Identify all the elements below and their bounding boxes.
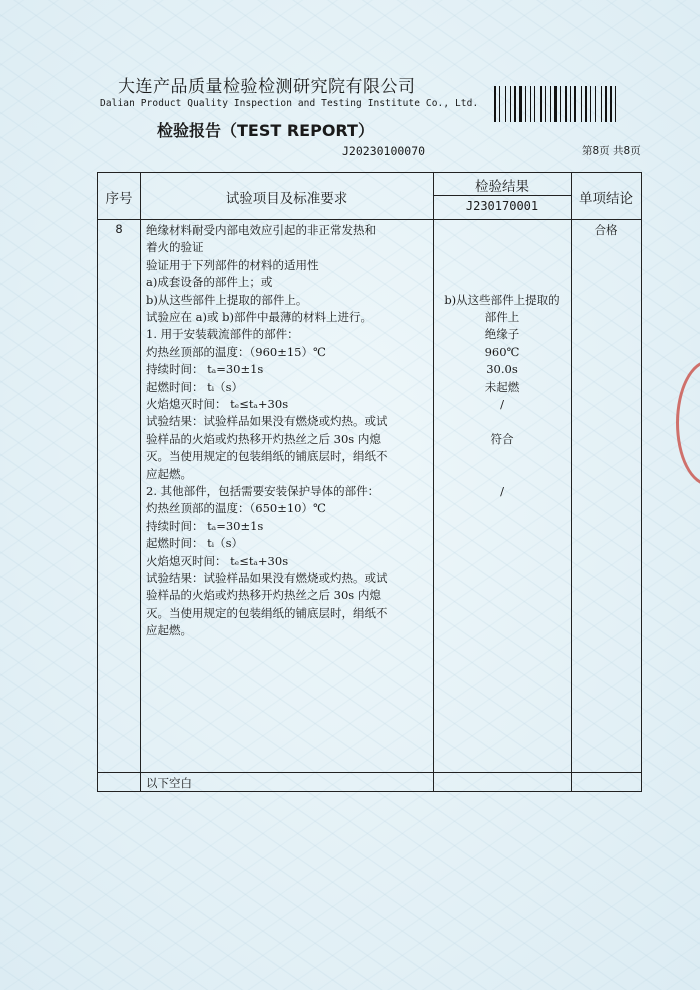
header-seq: 序号 — [105, 191, 133, 207]
item-line: 持续时间： tₐ=30±1s — [146, 362, 264, 377]
result-line: 未起燃 — [484, 379, 520, 394]
header-sample-number: J230170001 — [465, 199, 539, 213]
item-line: 起燃时间： tᵢ（s） — [146, 536, 243, 551]
barcode-bar — [514, 86, 516, 122]
item-line: 火焰熄灭时间： tₑ≤tₐ+30s — [146, 553, 289, 568]
barcode-bar — [588, 86, 589, 122]
barcode-bar — [615, 86, 616, 122]
result-subheader-line — [433, 195, 571, 196]
barcode — [494, 86, 634, 122]
red-seal-edge — [676, 360, 700, 486]
barcode-bar — [592, 86, 594, 122]
barcode-bar — [523, 86, 524, 122]
item-line: 火焰熄灭时间： tₑ≤tₐ+30s — [146, 397, 289, 411]
barcode-bar — [608, 86, 609, 122]
barcode-bar — [601, 86, 602, 122]
barcode-bar — [577, 86, 580, 122]
header-conclusion: 单项结论 — [579, 191, 633, 207]
barcode-bar — [497, 86, 498, 122]
item-line: 验样品的火焰或灼热移开灼热丝之后 30s 内熄 — [146, 431, 381, 446]
item-line: 验证用于下列部件的材料的适用性 — [146, 257, 319, 272]
barcode-bar — [510, 86, 511, 122]
barcode-bar — [530, 86, 531, 122]
barcode-bar — [547, 86, 549, 122]
barcode-bar — [565, 86, 567, 122]
item-line: 试验应在 a)或 b)部件中最薄的材料上进行。 — [146, 310, 372, 324]
header-item: 试验项目及标准要求 — [225, 191, 348, 207]
item-line: 灼热丝顶部的温度：（650±10）℃ — [146, 501, 326, 516]
footer-line — [98, 772, 641, 773]
item-line: 灼热丝顶部的温度：（960±15）℃ — [146, 344, 326, 359]
item-line: 着火的验证 — [146, 240, 204, 255]
barcode-bar — [617, 86, 620, 122]
barcode-bar — [532, 86, 533, 122]
item-line: 灭。当使用规定的包装绢纸的铺底层时，绢纸不 — [146, 605, 388, 620]
barcode-bar — [499, 86, 500, 122]
item-line: 验样品的火焰或灼热移开灼热丝之后 30s 内熄 — [146, 588, 381, 603]
company-name-cn: 大连产品质量检验检测研究院有限公司 — [118, 77, 416, 97]
barcode-bar — [585, 86, 587, 122]
barcode-bar — [613, 86, 614, 122]
barcode-bar — [583, 86, 584, 122]
result-line: 符合 — [490, 431, 514, 446]
column-divider — [433, 173, 434, 791]
header-bottom-line — [98, 219, 641, 220]
barcode-bar — [550, 86, 551, 122]
page-indicator: 第8页 共8页 — [582, 145, 641, 157]
column-divider — [571, 173, 572, 791]
barcode-bar — [570, 86, 571, 122]
report-number: J20230100070 — [342, 144, 426, 158]
barcode-bar — [536, 86, 539, 122]
barcode-bar — [562, 86, 564, 122]
item-line: 2. 其他部件，包括需要安装保护导体的部件： — [146, 484, 380, 498]
result-line: / — [500, 484, 504, 498]
header-result: 检验结果 — [475, 179, 529, 195]
item-line: 1. 用于安装载流部件的部件： — [146, 327, 299, 342]
item-line: a)成套设备的部件上；或 — [146, 275, 273, 290]
column-divider — [140, 173, 141, 791]
barcode-bar — [527, 86, 529, 122]
item-line: 应起燃。 — [146, 466, 192, 481]
barcode-bar — [507, 86, 509, 122]
barcode-bar — [568, 86, 569, 122]
result-line: 部件上 — [484, 310, 520, 324]
barcode-bar — [505, 86, 506, 122]
barcode-bar — [501, 86, 504, 122]
blank-below-note: 以下空白 — [146, 776, 192, 790]
barcode-bar — [595, 86, 596, 122]
barcode-bar — [610, 86, 612, 122]
item-line: 试验结果：试验样品如果没有燃烧或灼热。或试 — [146, 414, 388, 429]
barcode-bar — [552, 86, 553, 122]
barcode-bar — [543, 86, 544, 122]
barcode-bar — [572, 86, 573, 122]
barcode-bar — [540, 86, 542, 122]
item-line: b)从这些部件上提取的部件上。 — [146, 292, 308, 307]
barcode-bar — [525, 86, 526, 122]
item-line: 灭。当使用规定的包装绢纸的铺底层时，绢纸不 — [146, 449, 388, 464]
barcode-bar — [554, 86, 557, 122]
barcode-bar — [581, 86, 582, 122]
item-line: 持续时间： tₐ=30±1s — [146, 518, 264, 533]
result-line: b)从这些部件上提取的 — [444, 292, 560, 307]
item-line: 起燃时间： tᵢ（s） — [146, 379, 243, 394]
row-conclusion: 合格 — [594, 223, 618, 237]
item-line: 绝缘材料耐受内部电效应引起的非正常发热和 — [146, 223, 376, 237]
barcode-bar — [512, 86, 513, 122]
result-line: 960℃ — [484, 344, 520, 359]
result-line: 绝缘子 — [484, 327, 520, 342]
barcode-bar — [545, 86, 546, 122]
results-table — [97, 172, 642, 792]
barcode-bar — [590, 86, 591, 122]
barcode-bar — [574, 86, 576, 122]
barcode-bar — [494, 86, 496, 122]
barcode-bar — [534, 86, 535, 122]
item-line: 试验结果：试验样品如果没有燃烧或灼热。或试 — [146, 571, 388, 585]
company-name-en: Dalian Product Quality Inspection and Testing Institute Co., Ltd. — [100, 98, 479, 109]
barcode-bar — [558, 86, 559, 122]
barcode-bar — [597, 86, 600, 122]
result-line: 30.0s — [486, 362, 518, 377]
item-line: 应起燃。 — [146, 623, 192, 638]
report-title: 检验报告（TEST REPORT） — [157, 121, 374, 140]
barcode-bar — [605, 86, 607, 122]
barcode-bar — [519, 86, 522, 122]
barcode-bar — [603, 86, 604, 122]
barcode-bar — [560, 86, 561, 122]
result-line: / — [500, 397, 504, 411]
barcode-bar — [517, 86, 518, 122]
row-seq: 8 — [115, 222, 123, 236]
